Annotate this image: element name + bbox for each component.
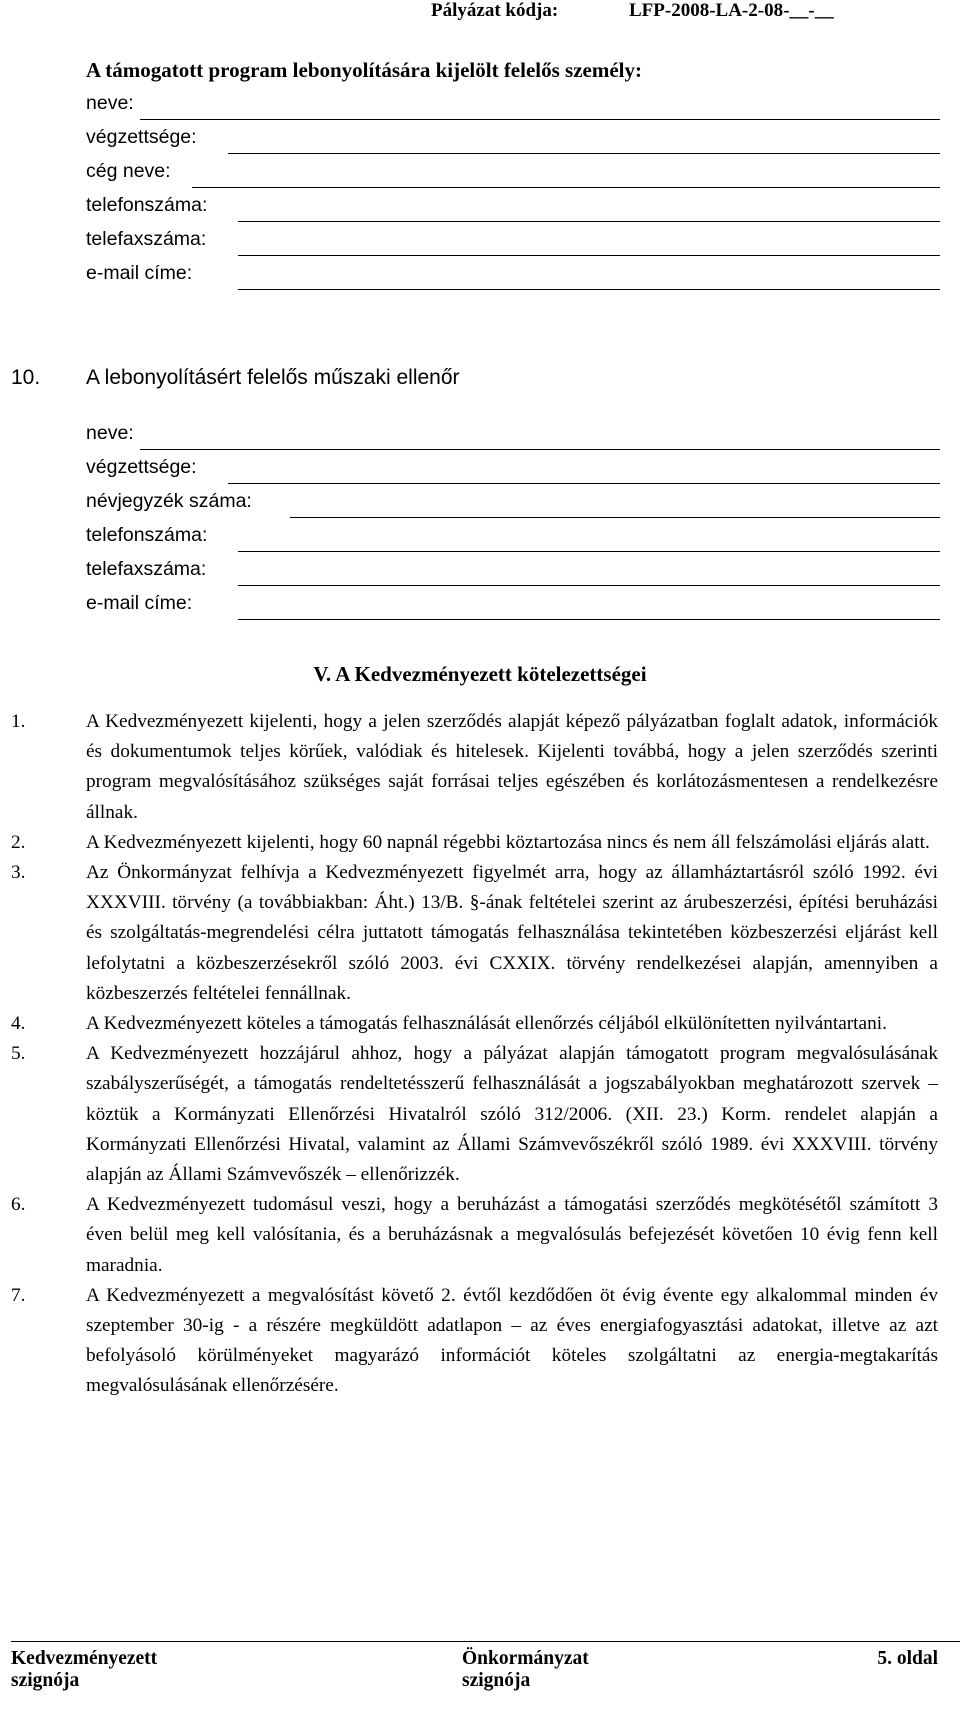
inspector-phone-row [86,524,938,550]
item-text: A Kedvezményezett kijelenti, hogy a jelen szerződés alapját képező pályázatban foglalt adatok, információk és dokumentumok teljes körűek, valódiak és hitelesek. Kijelenti továbbá, hogy a jelen szerződés szerinti program megvalósításához szükséges saját forrásai teljes egészében és korlátozásmentesen a rendelkezésre állnak. [86,711,938,823]
field-label: telefonszáma: [86,194,208,216]
responsible-phone-row [86,194,938,220]
email-input-line[interactable] [238,619,940,620]
field-label: telefaxszáma: [86,558,207,580]
company-input-line[interactable] [192,187,940,188]
field-label: e-mail címe: [86,592,193,614]
fax-input-line[interactable] [238,585,940,586]
signature-label-line1: Önkormányzat [462,1648,589,1669]
field-label: végzettsége: [86,456,197,478]
header-code-value: LFP-2008-LA-2-08-__-__ [629,0,834,21]
footer-divider [11,1641,960,1642]
item-number: 2. [11,831,26,853]
list-item [11,707,938,828]
page-number: 5. oldal [877,1648,938,1669]
responsible-name-row [86,92,938,118]
fax-input-line[interactable] [238,255,940,256]
list-item [11,858,938,1009]
beneficiary-signature-label [11,1648,157,1692]
phone-input-line[interactable] [238,551,940,552]
signature-label-line1: Kedvezményezett [11,1648,158,1669]
signature-label-line2: szignója [462,1670,531,1691]
responsible-email-row [86,262,938,288]
field-label: neve: [86,422,134,444]
responsible-person-title: A támogatott program lebonyolítására kijelölt felelős személy: [86,58,642,82]
inspector-registry-row [86,490,938,516]
municipality-signature-label [462,1648,589,1692]
item-number: 7. [11,1284,26,1306]
list-item [11,1281,938,1402]
name-input-line[interactable] [140,119,940,120]
item-text: A Kedvezményezett a megvalósítást követő 2. évtől kezdődően öt évig évente egy alkalommal minden év szeptember 30-ig - a részére megküldött adatlapon – az éves energiafogyasztási adatokat, illetve az azt befolyásoló körülményeket magyarázó információt köteles szolgáltatni az energia-megtakarítás megvalósulásának ellenőrzésére. [86,1284,938,1397]
registry-input-line[interactable] [290,517,940,518]
item-number: 3. [11,862,26,884]
phone-input-line[interactable] [238,221,940,222]
item-text: A Kedvezményezett tudomásul veszi, hogy a beruházást a támogatási szerződés megkötésétől számított 3 éven belül meg kell valósítania, és a beruházásnak a megvalósulás befejezését követően 10 évig fenn kell maradnia. [86,1194,938,1276]
inspector-education-row [86,456,938,482]
field-label: végzettsége: [86,126,197,148]
field-label: cég neve: [86,160,171,182]
list-item [11,1039,938,1190]
item-number: 5. [11,1043,26,1065]
field-label: neve: [86,92,134,114]
field-label: telefaxszáma: [86,228,207,250]
name-input-line[interactable] [140,449,940,450]
item-text: A Kedvezményezett köteles a támogatás felhasználását ellenőrzés céljából elkülönítetten nyilvántartani. [86,1013,887,1035]
header-code-label: Pályázat kódja: [431,0,559,21]
obligations-list [11,707,938,1402]
item-text: A Kedvezményezett hozzájárul ahhoz, hogy a pályázat alapján támogatott program megvalósulásának szabályszerűségét, a támogatás rendeltetésszerű felhasználását a jogszabályokban meghatározott szervek – köztük a Kormányzati Ellenőrzési Hivatalról szóló 312/2006. (XII. 23.) Korm. rendelet alapján a Kormányzati Ellenőrzési Hivatal, valamint az Állami Számvevőszékről szóló 1989. évi XXXVIII. törvény alapján az Állami Számvevőszék – ellenőrizzék. [86,1043,938,1186]
field-label: névjegyzék száma: [86,490,252,512]
item-number: 4. [11,1013,26,1035]
item-number: 6. [11,1194,26,1216]
section-10-heading [11,366,460,390]
item-text: Az Önkormányzat felhívja a Kedvezményezett figyelmét arra, hogy az államháztartásról szóló 1992. évi XXXVIII. törvény (a továbbiakban: Áht.) 13/B. §-ának feltételei szerint az árubeszerzési, építési beruházási és szolgáltatás-megrendelési célra juttatott támogatás felhasználása tekintetében közbeszerzési eljárást kell lefolytatni a közbeszerzésekről szóló 2003. évi CXXIX. törvény rendelkezései alapján, amennyiben a közbeszerzés feltételei fennállnak. [86,862,938,1004]
section-v-title [0,662,960,687]
inspector-name-row [86,422,938,448]
responsible-company-row [86,160,938,186]
field-label: telefonszáma: [86,524,208,546]
section-v-title-text: V. A Kedvezményezett kötelezettségei [313,662,647,686]
inspector-fax-row [86,558,938,584]
education-input-line[interactable] [228,483,940,484]
section-title: A lebonyolításért felelős műszaki ellenőr [86,366,460,389]
responsible-fax-row [86,228,938,254]
field-label: e-mail címe: [86,262,193,284]
item-number: 1. [11,711,26,732]
list-item [11,828,938,858]
education-input-line[interactable] [228,153,940,154]
inspector-email-row [86,592,938,618]
list-item [11,1190,938,1281]
item-text: A Kedvezményezett kijelenti, hogy 60 napnál régebbi köztartozása nincs és nem áll felszámolási eljárás alatt. [86,831,930,853]
section-number: 10. [11,366,41,389]
list-item [11,1009,938,1039]
email-input-line[interactable] [238,289,940,290]
signature-label-line2: szignója [11,1670,80,1691]
responsible-education-row [86,126,938,152]
